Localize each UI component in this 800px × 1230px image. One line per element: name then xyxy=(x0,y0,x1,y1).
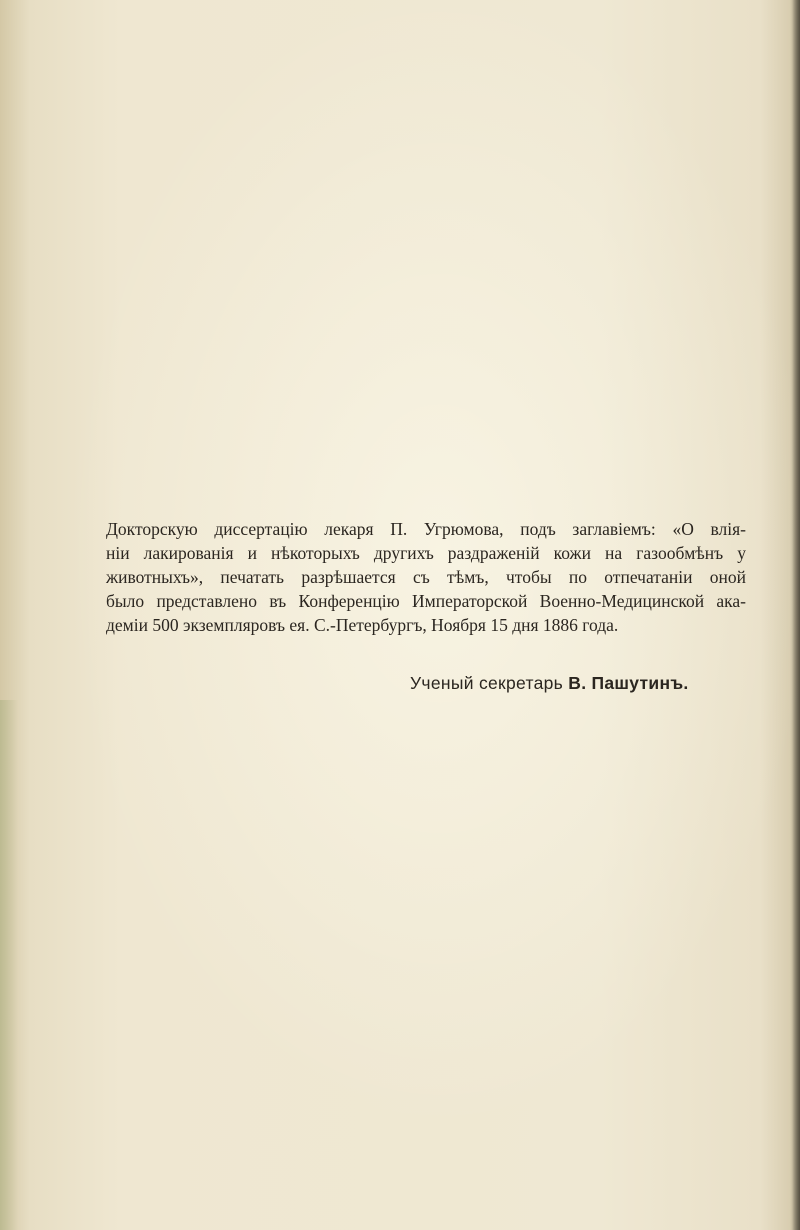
signature-line xyxy=(410,673,689,694)
signature-title: Ученый секретарь xyxy=(410,673,564,693)
signature-name: В. Пашутинъ. xyxy=(568,673,689,693)
paragraph-line: животныхъ», печатать разрѣшается съ тѣмъ, чтобы по отпечатаніи оной xyxy=(106,567,746,587)
paragraph-line: Докторскую диссертацію лекаря П. Угрюмова, подъ заглавіемъ: «О влія- xyxy=(106,519,746,539)
paragraph-line: деміи 500 экземпляровъ ея. С.-Петербургъ, Ноября 15 дня 1886 года. xyxy=(106,615,619,635)
paragraph-line: ніи лакированія и нѣкоторыхъ другихъ раздраженій кожи на газообмѣнъ у xyxy=(106,543,746,563)
paragraph-line: было представлено въ Конференцію Императорской Военно-Медицинской ака- xyxy=(106,591,746,611)
page-right-edge xyxy=(792,0,800,1230)
permission-paragraph xyxy=(106,517,746,637)
page-edge-stain xyxy=(0,700,18,1230)
